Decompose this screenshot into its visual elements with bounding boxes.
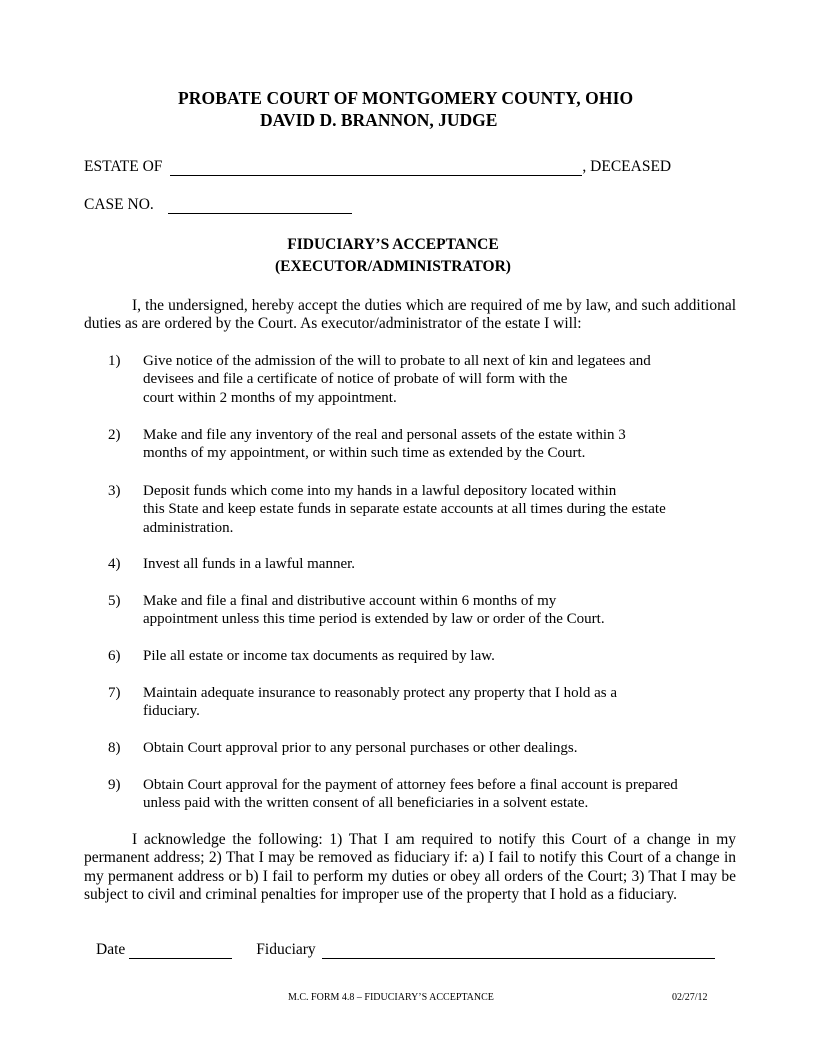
- intro-paragraph: [84, 297, 736, 334]
- duty-text: [143, 426, 626, 463]
- duty-text-line: Pile all estate or income tax documents as required by law.: [143, 648, 495, 664]
- duty-text-line: Make and file a final and distributive account within 6 months of my: [143, 593, 557, 609]
- court-title: PROBATE COURT OF MONTGOMERY COUNTY, OHIO: [178, 88, 634, 108]
- date-label: Date: [96, 941, 126, 958]
- estate-row: [84, 158, 671, 176]
- duty-text-line: Make and file any inventory of the real and personal assets of the estate within 3: [143, 427, 626, 443]
- duty-text-line: Obtain Court approval prior to any personal purchases or other dealings.: [143, 740, 578, 756]
- duty-number: 6): [108, 648, 121, 664]
- duty-text-line: Deposit funds which come into my hands in a lawful depository located within: [143, 483, 617, 499]
- footer-date: 02/27/12: [672, 992, 708, 1003]
- judge-name: DAVID D. BRANNON, JUDGE: [260, 110, 498, 130]
- duty-text-line: Give notice of the admission of the will to probate to all next of kin and legatees and: [143, 353, 651, 369]
- duty-text-line: Maintain adequate insurance to reasonably protect any property that I hold as a: [143, 685, 617, 701]
- duty-text-line: months of my appointment, or within such time as extended by the Court.: [143, 445, 586, 462]
- duty-number: 8): [108, 740, 121, 756]
- footer-form-id: M.C. FORM 4.8 – FIDUCIARY’S ACCEPTANCE: [288, 992, 494, 1003]
- duty-text: [143, 592, 605, 629]
- duty-number: 9): [108, 777, 121, 793]
- form-title-line1: FIDUCIARY’S ACCEPTANCE: [287, 236, 499, 253]
- duty-number: 7): [108, 685, 121, 701]
- duty-number: 3): [108, 483, 121, 499]
- duty-text-line: Invest all funds in a lawful manner.: [143, 556, 356, 572]
- case-label: CASE NO.: [84, 196, 154, 213]
- duty-text: [143, 684, 617, 721]
- duty-number: 5): [108, 593, 121, 609]
- duty-text: [143, 776, 678, 813]
- duty-text-line: unless paid with the written consent of all beneficiaries in a solvent estate.: [143, 795, 589, 812]
- fiduciary-label: Fiduciary: [256, 941, 316, 958]
- duty-text-line: devisees and file a certificate of notice of probate of will form with the: [143, 371, 568, 388]
- duty-text-line: this State and keep estate funds in separate estate accounts at all times during the estate: [143, 501, 666, 518]
- fiduciary-signature-field[interactable]: [322, 944, 715, 959]
- duty-number: 4): [108, 556, 121, 572]
- form-title-line2: (EXECUTOR/ADMINISTRATOR): [275, 258, 511, 275]
- duty-text: [143, 482, 666, 537]
- date-field[interactable]: [129, 944, 232, 959]
- estate-name-field[interactable]: [170, 161, 582, 176]
- intro-text: I, the undersigned, hereby accept the duties which are required of me by law, and such additional duties as are ordered by the Court. As executor/administrator of the estate I will:: [84, 297, 736, 333]
- signature-row: [96, 941, 715, 959]
- duty-text: [143, 352, 651, 407]
- duty-text: [143, 555, 355, 573]
- estate-label: ESTATE OF: [84, 158, 163, 175]
- duty-text-line: administration.: [143, 519, 234, 536]
- duty-text-line: Obtain Court approval for the payment of attorney fees before a final account is prepared: [143, 777, 678, 793]
- duty-text: [143, 739, 577, 757]
- duty-text-line: fiduciary.: [143, 703, 200, 720]
- acknowledgment-paragraph: [84, 831, 736, 905]
- deceased-label: , DECEASED: [582, 158, 672, 175]
- case-number-field[interactable]: [168, 199, 352, 214]
- duty-text-line: court within 2 months of my appointment.: [143, 389, 397, 406]
- duty-number: 1): [108, 353, 121, 369]
- duty-text: [143, 647, 495, 665]
- acknowledgment-text: I acknowledge the following: 1) That I am required to notify this Court of a change in my permanent address; 2) That I may be removed as fiduciary if: a) I fail to notify this Court of a change in my permanent address or b) I fail to perform my duties or obey all orders of the Court; 3) That I may be subject to civil and criminal penalties for improper use of the property that I hold as a fiduciary.: [84, 831, 736, 904]
- duty-text-line: appointment unless this time period is extended by law or order of the Court.: [143, 611, 605, 628]
- case-row: [84, 196, 352, 214]
- duty-number: 2): [108, 427, 121, 443]
